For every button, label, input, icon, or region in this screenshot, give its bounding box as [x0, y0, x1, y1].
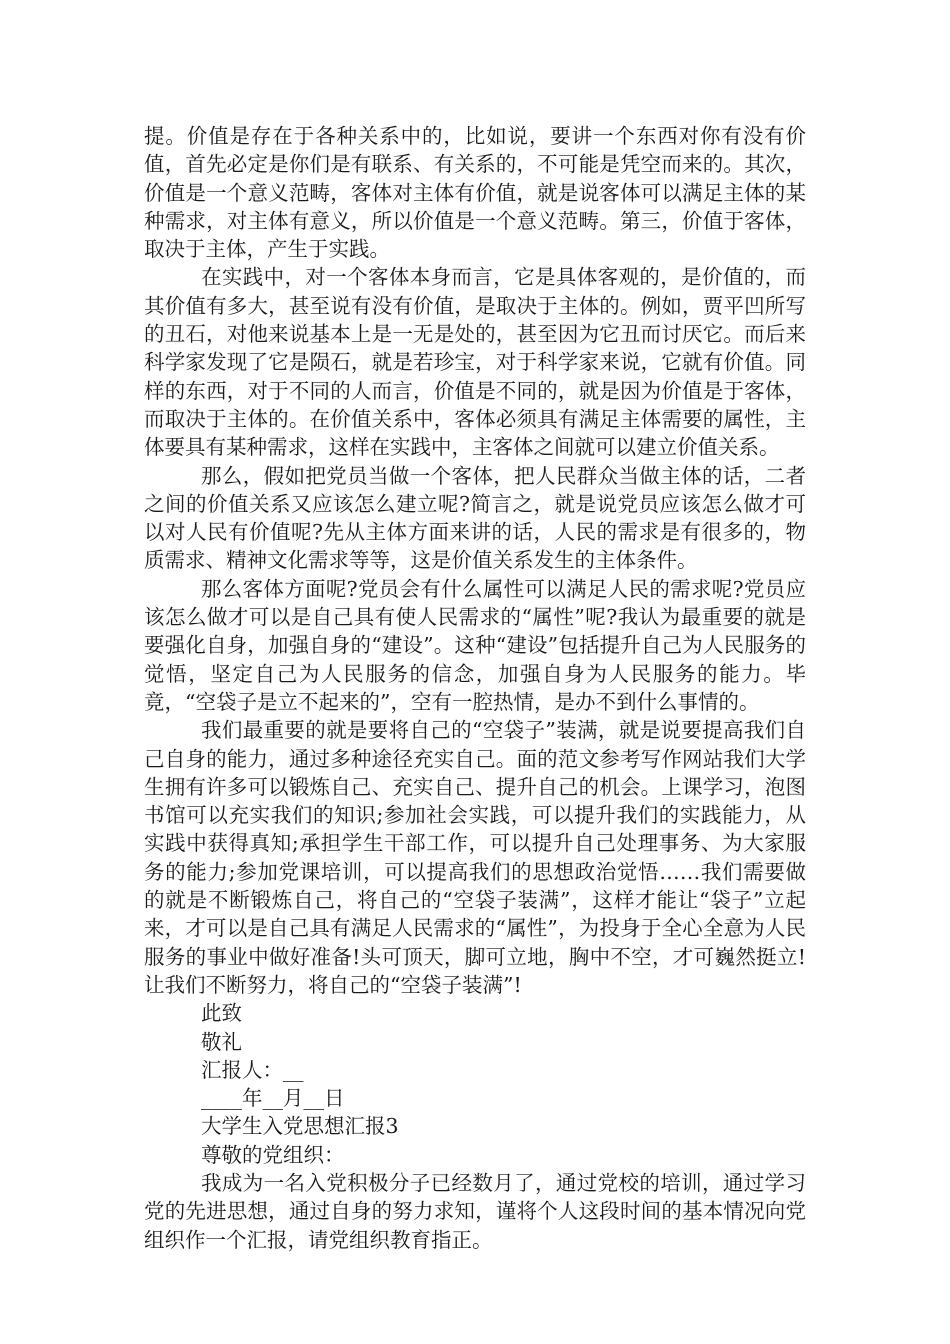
date-line: ____年__月__日: [201, 1086, 345, 1111]
section-title: 大学生入党思想汇报3: [201, 1114, 399, 1139]
closing-line-cizhi: 此致: [201, 1001, 242, 1026]
body-paragraph-5: 我们最重要的就是要将自己的“空袋子”装满，就是说要提高我们自己自身的能力，通过多种途径充实自己。面的范文参考写作网站我们大学生拥有许多可以锻炼自己、充实自己、提升自己的机会。上课学习，泡图书馆可以充实我们的知识;参加社会实践，可以提升我们的实践能力，从实践中获得真知;承担学生干部工作，可以提升自己处理事务、为大家服务的能力;参加党课培训，可以提高我们的思想政治觉悟……我们需要做的就是不断锻炼自己，将自己的“空袋子装满”，这样才能让“袋子”立起来，才可以是自己具有满足人民需求的“属性”，为投身于全心全意为人民服务的事业中做好准备!头可顶天，脚可立地，胸中不空，才可巍然挺立!让我们不断努力，将自己的“空袋子装满”!: [144, 718, 806, 997]
body-paragraph-6: 我成为一名入党积极分子已经数月了，通过党校的培训，通过学习党的先进思想，通过自身的努力求知，谨将个人这段时间的基本情况向党组织作一个汇报，请党组织教育指正。: [144, 1170, 806, 1252]
document-body: [144, 122, 806, 1254]
body-paragraph-2: 在实践中，对一个客体本身而言，它是具体客观的，是价值的，而其价值有多大，甚至说有没有价值，是取决于主体的。例如，贾平凹所写的丑石，对他来说基本上是一无是处的，甚至因为它丑而讨厌它。而后来科学家发现了它是陨石，就是若珍宝，对于科学家来说，它就有价值。同样的东西，对于不同的人而言，价值是不同的，就是因为价值是于客体，而取决于主体的。在价值关系中，客体必须具有满足主体需要的属性，主体要具有某种需求，这样在实践中，主客体之间就可以建立价值关系。: [144, 265, 806, 460]
body-paragraph-4: 那么客体方面呢?党员会有什么属性可以满足人民的需求呢?党员应该怎么做才可以是自己具有使人民需求的“属性”呢?我认为最重要的就是要强化自身，加强自身的“建设”。这种“建设”包括提升自己为人民服务的觉悟，坚定自己为人民服务的信念，加强自身为人民服务的能力。毕竟，“空袋子是立不起来的”，空有一腔热情，是办不到什么事情的。: [144, 576, 806, 714]
body-paragraph-3: 那么，假如把党员当做一个客体，把人民群众当做主体的话，二者之间的价值关系又应该怎么建立呢?简言之，就是说党员应该怎么做才可以对人民有价值呢?先从主体方面来讲的话，人民的需求是有很多的，物质需求、精神文化需求等等，这是价值关系发生的主体条件。: [144, 463, 806, 573]
body-paragraph-1: 提。价值是存在于各种关系中的，比如说，要讲一个东西对你有没有价值，首先必定是你们是有联系、有关系的，不可能是凭空而来的。其次，价值是一个意义范畴，客体对主体有价值，就是说客体可以满足主体的某种需求，对主体有意义，所以价值是一个意义范畴。第三，价值于客体，取决于主体，产生于实践。: [144, 124, 806, 262]
reporter-line: 汇报人：__: [201, 1057, 304, 1082]
closing-line-jingli: 敬礼: [201, 1029, 242, 1054]
salutation: 尊敬的党组织：: [201, 1142, 345, 1167]
